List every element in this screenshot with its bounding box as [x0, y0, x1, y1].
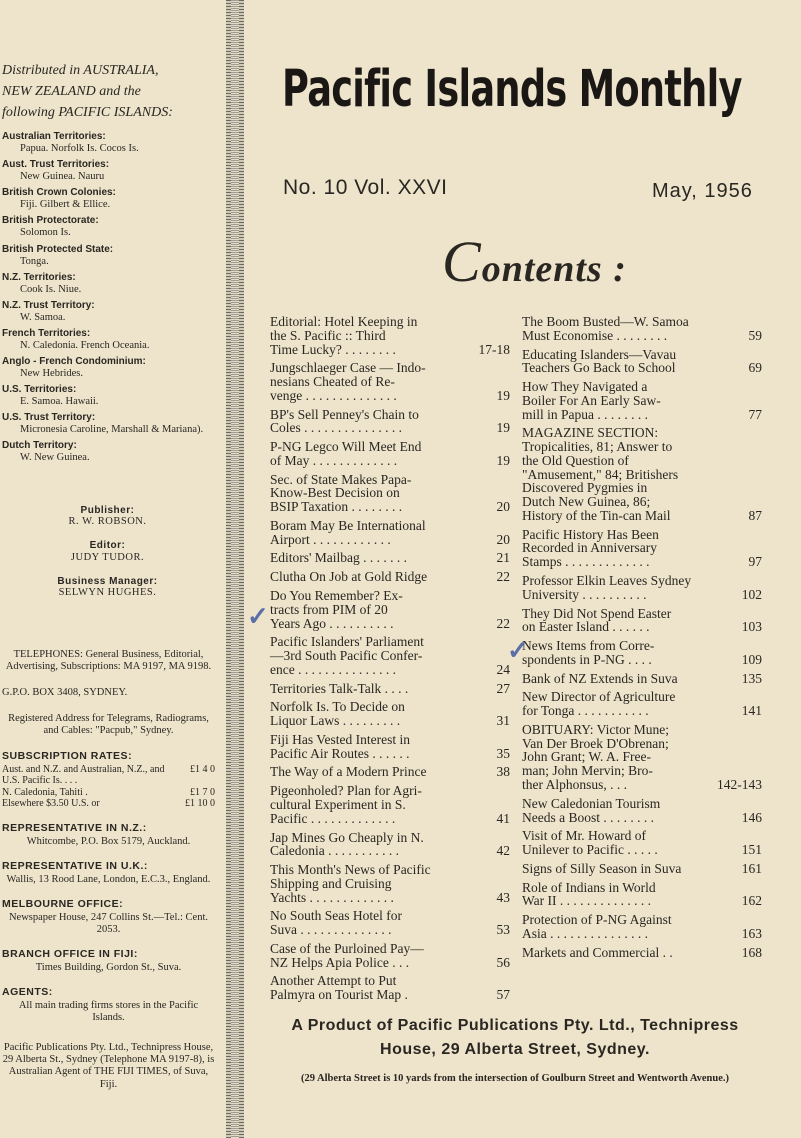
toc-entry: [270, 473, 510, 514]
toc-entry: [522, 574, 762, 602]
distribution-line: NEW ZEALAND and the: [2, 84, 141, 99]
toc-entry-page: 27: [496, 680, 510, 696]
toc-entry-title: Visit of Mr. Howard of Unilever to Pacific . . . . .: [522, 828, 658, 858]
toc-entry-page: 24: [496, 661, 510, 677]
cable-address: Registered Address for Telegrams, Radiograms, and Cables: "Pacpub," Sydney.: [8, 713, 209, 737]
toc-entry: [270, 784, 510, 825]
toc-entry: [270, 408, 510, 436]
toc-entry-page: 163: [741, 925, 762, 941]
toc-entry: [270, 831, 510, 859]
agents: All main trading firms stores in the Pacific Islands.: [18, 1000, 199, 1024]
toc-entry-title: Clutha On Job at Gold Ridge: [270, 569, 428, 585]
toc-entry-title: Protection of P-NG Against Asia . . . . . . . . . . . . . . .: [522, 912, 672, 941]
toc-entry-title: OBITUARY: Victor Mune; Van Der Broek D'Obrenan; John Grant; W. A. Free- man; John Mervin; Bro- ther Alphonsus, . . .: [522, 721, 669, 792]
address-note: (29 Alberta Street is 10 yards from the intersection of Goulburn Street and Wentworth Avenue.): [300, 1073, 730, 1084]
rates-heading: SUBSCRIPTION RATES:: [2, 749, 133, 762]
rate-row: [2, 798, 215, 810]
territory-label: French Territories:: [2, 327, 91, 339]
toc-entry-title: News Items from Corre- spondents in P-NG . . . .: [522, 638, 655, 667]
editor-name: JUDY TUDOR.: [70, 551, 145, 563]
toc-entry-title: Bank of NZ Extends in Suva: [522, 670, 678, 686]
toc-entry-page: 141: [741, 703, 762, 719]
toc-entry: [270, 863, 510, 904]
melbourne-heading: MELBOURNE OFFICE:: [2, 897, 124, 910]
toc-entry: [270, 765, 510, 779]
territory-item: [2, 131, 215, 155]
territory-value: N. Caledonia. French Oceania.: [20, 339, 150, 351]
toc-entry-page: 41: [496, 810, 510, 826]
toc-entry-page: 38: [496, 764, 510, 780]
issue-number: No. 10 Vol. XXVI: [283, 176, 448, 199]
toc-entry-title: Boram May Be International Airport . . . . . . . . . . . .: [270, 517, 426, 547]
toc-entry: [522, 528, 762, 569]
toc-entry: [522, 348, 762, 376]
toc-entry-page: 87: [748, 507, 762, 523]
toc-entry-title: Jungschlaeger Case — Indo- nesians Cheated of Re- venge . . . . . . . . . . . . . .: [270, 360, 426, 403]
toc-entry-title: Editors' Mailbag . . . . . . .: [270, 550, 408, 566]
toc-entry-page: 17-18: [478, 341, 510, 357]
uk-rep-heading: REPRESENTATIVE IN U.K.:: [2, 859, 148, 872]
toc-entry: [522, 639, 762, 667]
territory-item: [2, 440, 215, 464]
territory-label: U.S. Trust Territory:: [2, 412, 96, 424]
footer-line: House, 29 Alberta Street, Sydney.: [380, 1041, 650, 1058]
binding-spine: [226, 0, 244, 1138]
toc-entry: [270, 942, 510, 970]
territory-value: Papua. Norfolk Is. Cocos Is.: [20, 143, 139, 155]
territory-value: Cook Is. Niue.: [20, 283, 82, 295]
toc-entry-title: BP's Sell Penney's Chain to Coles . . . . . . . . . . . . . . .: [270, 406, 419, 436]
toc-entry-title: Editorial: Hotel Keeping in the S. Pacific :: Third Time Lucky? . . . . . . . .: [270, 314, 418, 357]
toc-entry-page: 59: [748, 327, 762, 343]
toc-entry: [522, 672, 762, 686]
territory-item: [2, 328, 215, 352]
sidebar: [0, 60, 215, 1091]
toc-entry: [270, 361, 510, 402]
territory-value: New Hebrides.: [20, 368, 83, 380]
rate-amount: £1 4 0: [190, 763, 215, 775]
toc-entry: [270, 440, 510, 468]
toc-entry-page: 97: [748, 554, 762, 570]
toc-entry-title: Pacific History Has Been Recorded in Anniversary Stamps . . . . . . . . . . . . .: [522, 526, 659, 570]
toc-entry-page: 102: [741, 586, 762, 602]
toc-entry-title: Another Attempt to Put Palmyra on Tourist Map .: [270, 973, 408, 1003]
toc-entry: [270, 700, 510, 728]
toc-entry-title: The Way of a Modern Prince: [270, 764, 427, 780]
toc-entry-title: Norfolk Is. To Decide on Liquor Laws . . . . . . . . .: [270, 699, 405, 729]
territory-label: N.Z. Trust Territory:: [2, 299, 95, 311]
toc-entry: [270, 733, 510, 761]
toc-entry: [270, 682, 510, 696]
territories-list: [0, 131, 215, 465]
contents-heading: [442, 228, 627, 295]
publisher-footer: [260, 1014, 770, 1062]
territory-item: [2, 384, 215, 408]
territory-value: Micronesia Caroline, Marshall & Mariana).: [20, 424, 204, 436]
territory-item: [2, 272, 215, 296]
toc-entry: [270, 570, 510, 584]
toc-entry: [522, 315, 762, 343]
gpo-box: G.P.O. BOX 3408, SYDNEY.: [2, 687, 128, 699]
toc-entry: [522, 829, 762, 857]
toc-entry-page: 22: [496, 615, 510, 631]
distribution-heading: [2, 60, 215, 123]
footer-line: A Product of Pacific Publications Pty. Ltd., Technipress: [291, 1017, 739, 1034]
territory-item: [2, 215, 215, 239]
territory-label: British Crown Colonies:: [2, 187, 116, 199]
toc-entry-title: How They Navigated a Boiler For An Early Saw- mill in Papua . . . . . . . .: [522, 379, 661, 422]
toc-entry-page: 57: [496, 987, 510, 1003]
territory-item: [2, 187, 215, 211]
toc-entry-page: 20: [496, 499, 510, 515]
toc-entry: [270, 551, 510, 565]
toc-entry-page: 56: [496, 954, 510, 970]
rates-table: [2, 764, 215, 810]
masthead-title: Pacific Islands Monthly: [282, 60, 742, 119]
toc-entry-page: 53: [496, 922, 510, 938]
toc-entry-title: New Director of Agriculture for Tonga . . . . . . . . . . .: [522, 689, 676, 719]
toc-entry-page: 161: [741, 860, 762, 876]
toc-right-column: [522, 315, 762, 964]
agents-heading: AGENTS:: [2, 986, 53, 999]
territory-label: British Protectorate:: [2, 215, 99, 227]
toc-entry-title: This Month's News of Pacific Shipping and Cruising Yachts . . . . . . . . . . . . .: [270, 862, 431, 905]
check-mark-icon: ✓: [507, 636, 529, 665]
toc-entry: [522, 797, 762, 825]
issue-date: May, 1956: [652, 180, 753, 202]
toc-entry: [522, 881, 762, 909]
melbourne-office: Newspaper House, 247 Collins St.—Tel.: Cent. 2053.: [8, 911, 209, 935]
territory-value: Tonga.: [20, 255, 49, 267]
toc-entry-page: 42: [496, 843, 510, 859]
territory-label: Anglo - French Condominium:: [2, 356, 146, 367]
toc-entry: [522, 913, 762, 941]
rate-row: [2, 787, 215, 799]
toc-entry-title: Territories Talk-Talk . . . .: [270, 680, 409, 696]
toc-entry: [522, 607, 762, 635]
toc-entry-title: No South Seas Hotel for Suva . . . . . . . . . . . . . .: [270, 908, 402, 938]
toc-entry: [270, 909, 510, 937]
toc-entry-title: Markets and Commercial . .: [522, 944, 673, 960]
toc-entry-page: 168: [741, 944, 762, 960]
rate-label: Aust. and N.Z. and Australian, N.Z., and U.S. Pacific Is. . . .: [2, 763, 165, 787]
toc-entry-page: 31: [496, 713, 510, 729]
toc-entry-page: 35: [496, 745, 510, 761]
check-mark-icon: ✓: [247, 602, 269, 631]
toc-entry-page: 135: [741, 670, 762, 686]
toc-entry: [522, 426, 762, 522]
distribution-line: following PACIFIC ISLANDS:: [2, 105, 173, 120]
toc-entry-title: Case of the Purloined Pay— NZ Helps Apia Police . . .: [270, 940, 424, 970]
territory-label: N.Z. Territories:: [2, 271, 76, 283]
toc-entry: [522, 380, 762, 421]
territory-label: British Protected State:: [2, 243, 114, 255]
toc-entry: [270, 974, 510, 1002]
territory-value: W. Samoa.: [20, 311, 66, 323]
toc-entry-title: MAGAZINE SECTION: Tropicalities, 81; Answer to the Old Question of "Amusement," 84; Britishers Discovered Pygmies in Dutch New Guinea, 86; History of the Tin-can Mail: [522, 425, 679, 523]
toc-entry: [270, 519, 510, 547]
toc-entry-page: 103: [741, 619, 762, 635]
territory-value: Fiji. Gilbert & Ellice.: [20, 199, 111, 211]
uk-rep: Wallis, 13 Rood Lane, London, E.C.3., England.: [6, 873, 211, 885]
rate-label: N. Caledonia, Tahiti .: [2, 786, 88, 798]
toc-entry-page: 146: [741, 809, 762, 825]
toc-entry-title: Signs of Silly Season in Suva: [522, 860, 682, 876]
rate-amount: £1 7 0: [190, 786, 215, 798]
toc-entry-page: 19: [496, 452, 510, 468]
toc-entry-title: P-NG Legco Will Meet End of May . . . . . . . . . . . . .: [270, 439, 422, 468]
toc-entry-title: Do You Remember? Ex- tracts from PIM of 20 Years Ago . . . . . . . . . .: [270, 588, 403, 631]
toc-entry-title: Jap Mines Go Cheaply in N. Caledonia . . . . . . . . . . .: [270, 829, 424, 859]
territory-item: [2, 412, 215, 436]
nz-rep-heading: REPRESENTATIVE IN N.Z.:: [2, 821, 147, 834]
toc-entry-title: The Boom Busted—W. Samoa Must Economise . . . . . . . .: [522, 314, 689, 343]
toc-entry-page: 19: [496, 387, 510, 403]
toc-entry-page: 142-143: [717, 776, 762, 792]
toc-entry-page: 162: [741, 893, 762, 909]
territory-label: Aust. Trust Territories:: [2, 159, 110, 171]
toc-entry-page: 19: [496, 420, 510, 436]
territory-value: Solomon Is.: [20, 227, 71, 239]
publisher-name: R. W. ROBSON.: [68, 516, 147, 527]
manager-name: SELWYN HUGHES.: [58, 587, 157, 599]
toc-entry: [270, 589, 510, 630]
publisher-label: Publisher:: [80, 504, 135, 516]
agent-note: Pacific Publications Pty. Ltd., Technipress House, 29 Alberta St., Sydney (Telephone MA 9197-8), is Australian Agent of THE FIJI TIMES, of Suva, Fiji.: [2, 1042, 215, 1090]
rate-row: [2, 764, 215, 787]
toc-entry-page: 21: [496, 550, 510, 566]
toc-entry-page: 22: [496, 569, 510, 585]
toc-entry: [270, 315, 510, 356]
contents-initial: C: [442, 229, 482, 294]
toc-entry-title: They Did Not Spend Easter on Easter Island . . . . . .: [522, 605, 672, 635]
territory-item: [2, 300, 215, 324]
editor-label: Editor:: [89, 540, 126, 552]
toc-entry-title: Professor Elkin Leaves Sydney University . . . . . . . . . .: [522, 573, 692, 602]
toc-entry-title: Educating Islanders—Vavau Teachers Go Back to School: [522, 346, 677, 376]
toc-entry: [522, 862, 762, 876]
territory-label: Dutch Territory:: [2, 440, 77, 452]
toc-entry: [522, 723, 762, 792]
toc-entry-page: 77: [748, 406, 762, 422]
distribution-line: Distributed in AUSTRALIA,: [2, 63, 159, 78]
fiji-heading: BRANCH OFFICE IN FIJI:: [2, 948, 138, 960]
contents-rest: ontents :: [481, 248, 627, 290]
toc-entry-title: New Caledonian Tourism Needs a Boost . . . . . . . .: [522, 795, 661, 825]
territory-item: [2, 159, 215, 183]
fiji-office: Times Building, Gordon St., Suva.: [35, 962, 182, 974]
toc-entry-title: Sec. of State Makes Papa- Know-Best Decision on BSIP Taxation . . . . . . . .: [270, 471, 412, 515]
toc-entry-page: 151: [741, 842, 762, 858]
territory-label: U.S. Territories:: [2, 384, 77, 396]
rate-label: Elsewhere $3.50 U.S. or: [2, 798, 100, 810]
toc-left-column: [270, 315, 510, 1007]
toc-entry-page: 109: [741, 651, 762, 667]
territory-label: Australian Territories:: [2, 131, 106, 142]
toc-entry-page: 43: [496, 889, 510, 905]
toc-entry-title: Pigeonholed? Plan for Agri- cultural Experiment in S. Pacific . . . . . . . . . . . . .: [270, 783, 422, 826]
toc-entry-title: Fiji Has Vested Interest in Pacific Air Routes . . . . . .: [270, 731, 410, 761]
toc-entry-title: Pacific Islanders' Parliament —3rd South Pacific Confer- ence . . . . . . . . . . . . . . .: [270, 634, 424, 677]
toc-entry-page: 69: [748, 360, 762, 376]
territory-value: W. New Guinea.: [20, 452, 90, 464]
rate-amount: £1 10 0: [185, 798, 215, 810]
nz-rep: Whitcombe, P.O. Box 5179, Auckland.: [26, 835, 191, 847]
toc-entry-title: Role of Indians in World War II . . . . . . . . . . . . . .: [522, 879, 656, 909]
toc-entry: [522, 946, 762, 960]
toc-entry: [522, 690, 762, 718]
territory-item: [2, 244, 215, 268]
toc-entry: [270, 635, 510, 676]
territory-value: New Guinea. Nauru: [20, 171, 105, 183]
telephones: TELEPHONES: General Business, Editorial, Advertising, Subscriptions: MA 9197, MA 9198.: [5, 649, 212, 673]
territory-item: [2, 356, 215, 380]
toc-entry-page: 20: [496, 531, 510, 547]
manager-label: Business Manager:: [57, 575, 158, 587]
territory-value: E. Samoa. Hawaii.: [20, 396, 99, 408]
